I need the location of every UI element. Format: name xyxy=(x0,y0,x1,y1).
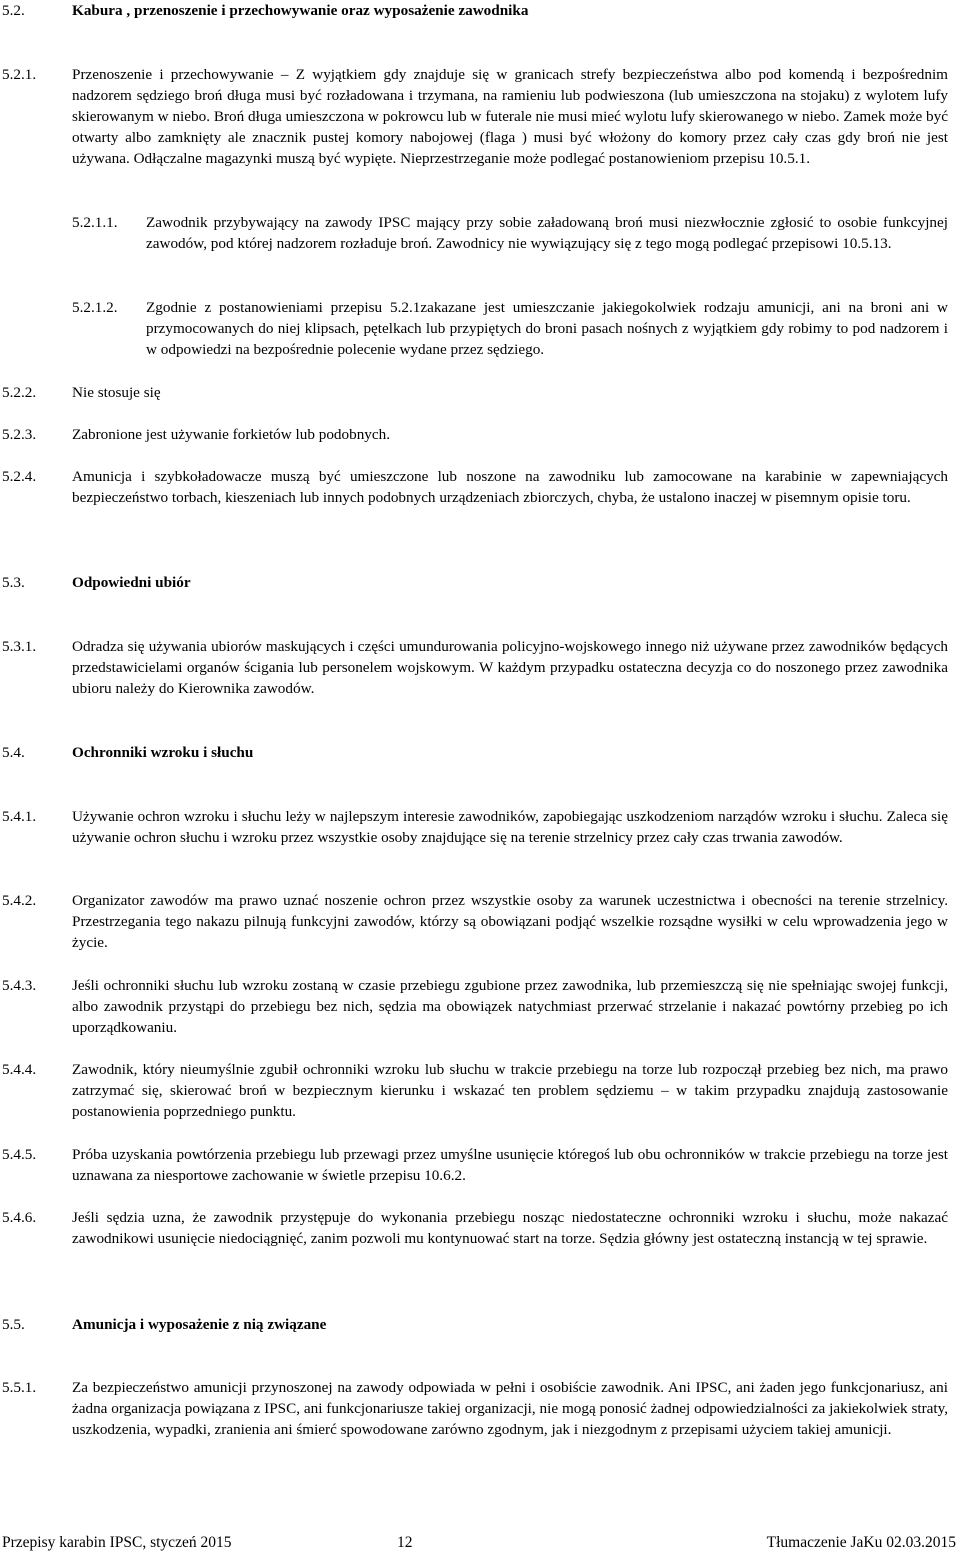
paragraph-number: 5.4.4. xyxy=(2,1061,37,1078)
section-title: Kabura , przenoszenie i przechowywanie oraz wyposażenie zawodnika xyxy=(72,2,529,19)
section-5-4-heading xyxy=(0,742,960,764)
paragraph-text: Używanie ochron wzroku i słuchu leży w najlepszym interesie zawodników, zapobiegając uszkodzeniom narządów wzroku i słuchu. Zaleca się używanie ochron słuchu i wzroku przez wszystkie osoby znajdujące się na terenie strzelnicy przez cały czas trwania zawodów. xyxy=(72,808,948,846)
paragraph-text: Jeśli ochronniki słuchu lub wzroku zostaną w czasie przebiegu zgubione przez zawodnika, lub przemieszczą się nie spełniając swojej funkcji, albo zawodnik przystąpi do przebiegu bez nich, sędzia ma obowiązek natychmiast przerwać strzelanie i nakazać powtórny przebieg po ich uporządkowaniu. xyxy=(72,977,948,1036)
footer-document-title: Przepisy karabin IPSC, styczeń 2015 xyxy=(2,1534,232,1551)
paragraph-text: Amunicja i szybkoładowacze muszą być umieszczone lub noszone na zawodniku lub zamocowane na karabinie w zapewniających bezpieczeństwo torbach, kieszeniach lub innych podobnych urządzeniach zbiorczych, chyba, że ustalono inaczej w pisemnym opisie toru. xyxy=(72,468,948,506)
paragraph-number: 5.4.2. xyxy=(2,892,37,909)
paragraph-text: Próba uzyskania powtórzenia przebiegu lub przewagi przez umyślne usunięcie któregoś lub obu ochronników w trakcie przebiegu na torze jest uznawana za niesportowe zachowanie w świetle przepisu 10.6.2. xyxy=(72,1146,948,1184)
paragraph-number: 5.3.1. xyxy=(2,638,37,655)
paragraph-number: 5.2.2. xyxy=(2,384,37,401)
paragraph-text: Zawodnik, który nieumyślnie zgubił ochronniki wzroku lub słuchu w trakcie przebiegu na torze lub rozpoczął przebieg bez nich, ma prawo zatrzymać się, skierować broń w bezpiecznym kierunku i wskazać ten problem sędziemu – w takim przypadku znajdują zastosowanie postanowienia poprzedniego punktu. xyxy=(72,1061,948,1120)
paragraph-number: 5.4.5. xyxy=(2,1146,37,1163)
page-footer xyxy=(2,1532,956,1554)
section-title: Ochronniki wzroku i słuchu xyxy=(72,744,254,761)
paragraph-number: 5.2.1.1. xyxy=(72,214,118,231)
footer-translation-note: Tłumaczenie JaKu 02.03.2015 xyxy=(766,1534,956,1551)
section-5-5-heading xyxy=(0,1314,960,1336)
paragraph-number: 5.4.3. xyxy=(2,977,37,994)
paragraph-number: 5.2.1. xyxy=(2,66,37,83)
paragraph-number: 5.5.1. xyxy=(2,1379,37,1396)
footer-page-number: 12 xyxy=(397,1534,413,1551)
paragraph-text: Zabronione jest używanie forkietów lub podobnych. xyxy=(72,426,391,443)
paragraph-text: Nie stosuje się xyxy=(72,384,161,401)
paragraph-text: Organizator zawodów ma prawo uznać noszenie ochron przez wszystkie osoby za warunek uczestnictwa i obecności na terenie strzelnicy. Przestrzegania tego nakazu pilnują funkcyjni zawodów, którzy są obowiązani podjąć wszelkie rozsądne wysiłki w celu wprowadzenia jego w życie. xyxy=(72,892,948,951)
section-title: Odpowiedni ubiór xyxy=(72,574,191,591)
paragraph-text: Przenoszenie i przechowywanie – Z wyjątkiem gdy znajduje się w granicach strefy bezpieczeństwa albo pod komendą i bezpośrednim nadzorem sędziego broń długa musi być rozładowana i trzymana, na ramieniu lub podwieszona (lub umieszczona na stojaku) z wylotem lufy skierowanym w niebo. Broń długa umieszczona w pokrowcu lub w futerale nie musi mieć wylotu lufy skierowanego w niebo. Zamek może być otwarty albo zamknięty ale znacznik pustej komory nabojowej (flaga ) musi być włożony do komory przez cały czas gdy broń nie jest używana. Odłączalne magazynki muszą być wypięte. Nieprzestrzeganie może podlegać postanowieniom przepisu 10.5.1. xyxy=(72,66,948,167)
paragraph-number: 5.2.3. xyxy=(2,426,37,443)
section-number: 5.3. xyxy=(2,574,25,591)
paragraph-number: 5.4.6. xyxy=(2,1209,37,1226)
paragraph-number: 5.4.1. xyxy=(2,808,37,825)
paragraph-number: 5.2.4. xyxy=(2,468,37,485)
section-5-2-heading xyxy=(0,0,960,22)
paragraph-text: Zgodnie z postanowieniami przepisu 5.2.1zakazane jest umieszczanie jakiegokolwiek rodzaju amunicji, ani na broni ani w przymocowanych do niej klipsach, pętelkach lub przypiętych do broni pasach nośnych z wyjątkiem gdy robimy to pod nadzorem i w odpowiedzi na bezpośrednie polecenie wydane przez sędziego. xyxy=(146,299,948,358)
paragraph-text: Za bezpieczeństwo amunicji przynoszonej na zawody odpowiada w pełni i osobiście zawodnik. Ani IPSC, ani żaden jego funkcjonariusz, ani żadna organizacja powiązana z IPSC, ani funkcjonariusze takiej organizacji, nie mogą ponosić żadnej odpowiedzialności za jakiekolwiek straty, uszkodzenia, wypadki, zranienia ani śmierć spowodowane zarówno zgodnym, jak i niezgodnym z przepisami użyciem takiej amunicji. xyxy=(72,1379,948,1438)
paragraph-text: Jeśli sędzia uzna, że zawodnik przystępuje do wykonania przebiegu nosząc niedostateczne ochronniki wzroku i słuchu, może nakazać zawodnikowi usunięcie niedociągnięć, zanim pozwoli mu kontynuować start na torze. Sędzia główny jest ostateczną instancją w tej sprawie. xyxy=(72,1209,948,1247)
section-number: 5.4. xyxy=(2,744,25,761)
paragraph-text: Odradza się używania ubiorów maskujących i części umundurowania policyjno-wojskowego innego niż używane przez zawodników będących przedstawicielami organów ścigania lub personelem wojskowym. W każdym przypadku ostateczna decyzja co do noszonego przez zawodnika ubioru należy do Kierownika zawodów. xyxy=(72,638,948,697)
section-5-3-heading xyxy=(0,572,960,594)
section-title: Amunicja i wyposażenie z nią związane xyxy=(72,1316,327,1333)
section-number: 5.2. xyxy=(2,2,25,19)
paragraph-text: Zawodnik przybywający na zawody IPSC mający przy sobie załadowaną broń musi niezwłocznie zgłosić to osobie funkcyjnej zawodów, pod której nadzorem rozładuje broń. Zawodnicy nie wywiązujący się z tego mogą podlegać przepisowi 10.5.13. xyxy=(146,214,948,252)
paragraph-number: 5.2.1.2. xyxy=(72,299,118,316)
section-number: 5.5. xyxy=(2,1316,25,1333)
